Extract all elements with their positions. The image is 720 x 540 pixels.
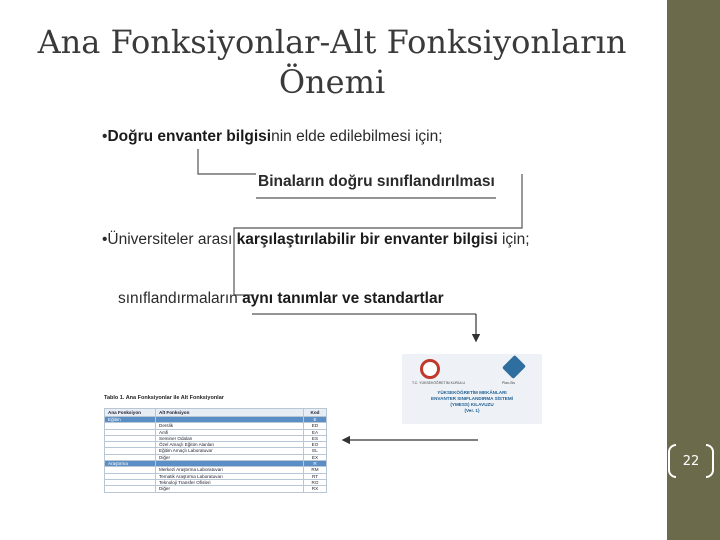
bullet-accurate-inventory: •Doğru envanter bilgisinin elde edilebilmesi için; (102, 128, 443, 145)
cell-code: EL (304, 448, 327, 454)
page-number-badge (668, 444, 714, 478)
cell-code: RO (304, 479, 327, 485)
connector-3 (234, 248, 254, 295)
cell-sub-function: Diğer (156, 486, 304, 492)
guide-figure (102, 128, 574, 499)
cover-heading: YÜKSEKÖĞRETİM MEKÂNLARI ENVANTER SINIFLANDIRMA SİSTEMİ (YMESS) KILAVUZU (Ver. 1) (431, 390, 513, 413)
yok-caption: T.C. YÜKSEKÖĞRETİM KURULU (412, 381, 466, 385)
cell-code: ES (304, 435, 327, 441)
line-common-standards: sınıflandırmaların aynı tanımlar ve standartlar (118, 290, 444, 307)
plan-sis-caption: Plan-Sis (502, 381, 516, 385)
cell-code: RT (304, 473, 327, 479)
cell-sub-function: Amfi (156, 429, 304, 435)
cell-code: EO (304, 442, 327, 448)
plan-sis-logo-icon (502, 355, 526, 379)
cell-sub-function: Tematik Araştırma Laboratuvarı (156, 473, 304, 479)
yok-logo-icon (420, 359, 440, 379)
cell-sub-function: Merkezi Araştırma Laboratuvarı (156, 467, 304, 473)
cell-sub-function: Seminer Odaları (156, 435, 304, 441)
header-sub-function: Alt Fonksiyon (156, 409, 304, 417)
cell-code: ED (304, 423, 327, 429)
cell-code: EA (304, 429, 327, 435)
table-header-row (105, 409, 327, 417)
cell-main-function (105, 486, 156, 492)
table-row (105, 486, 327, 492)
right-bracket-icon (706, 444, 714, 478)
table-caption: Tablo 1. Ana Fonksiyonlar ile Alt Fonksiyonlar (104, 395, 224, 401)
left-bracket-icon (668, 444, 676, 478)
cell-main-function: Araştırma (105, 461, 156, 467)
bullet-comparable-inventory: •Üniversiteler arası karşılaştırılabilir bir envanter bilgisi için; (102, 231, 530, 248)
cell-code: R (304, 461, 327, 467)
cell-code: RX (304, 486, 327, 492)
box-building-classification: Binaların doğru sınıflandırılması (258, 173, 495, 190)
header-main-function: Ana Fonksiyon (105, 409, 156, 417)
connector-1 (198, 149, 256, 174)
header-code: Kod (304, 409, 327, 417)
table-body (105, 417, 327, 493)
cell-code: E (304, 417, 327, 423)
cell-sub-function: Diğer (156, 454, 304, 460)
cell-sub-function: Eğitim Amaçlı Laboratuvar (156, 448, 304, 454)
cell-main-function: Eğitim (105, 417, 156, 423)
cell-sub-function: Özel Amaçlı Eğitim Alanları (156, 442, 304, 448)
cell-code: RM (304, 467, 327, 473)
page-number: 22 (682, 453, 700, 469)
cell-sub-function: Derslik (156, 423, 304, 429)
guide-cover-image (402, 354, 542, 424)
cell-sub-function: Teknoloji Transfer Ofisleri (156, 479, 304, 485)
function-table (104, 408, 327, 493)
slide-title: Ana Fonksiyonlar-Alt Fonksiyonların Önemi (37, 23, 627, 101)
cell-code: EX (304, 454, 327, 460)
